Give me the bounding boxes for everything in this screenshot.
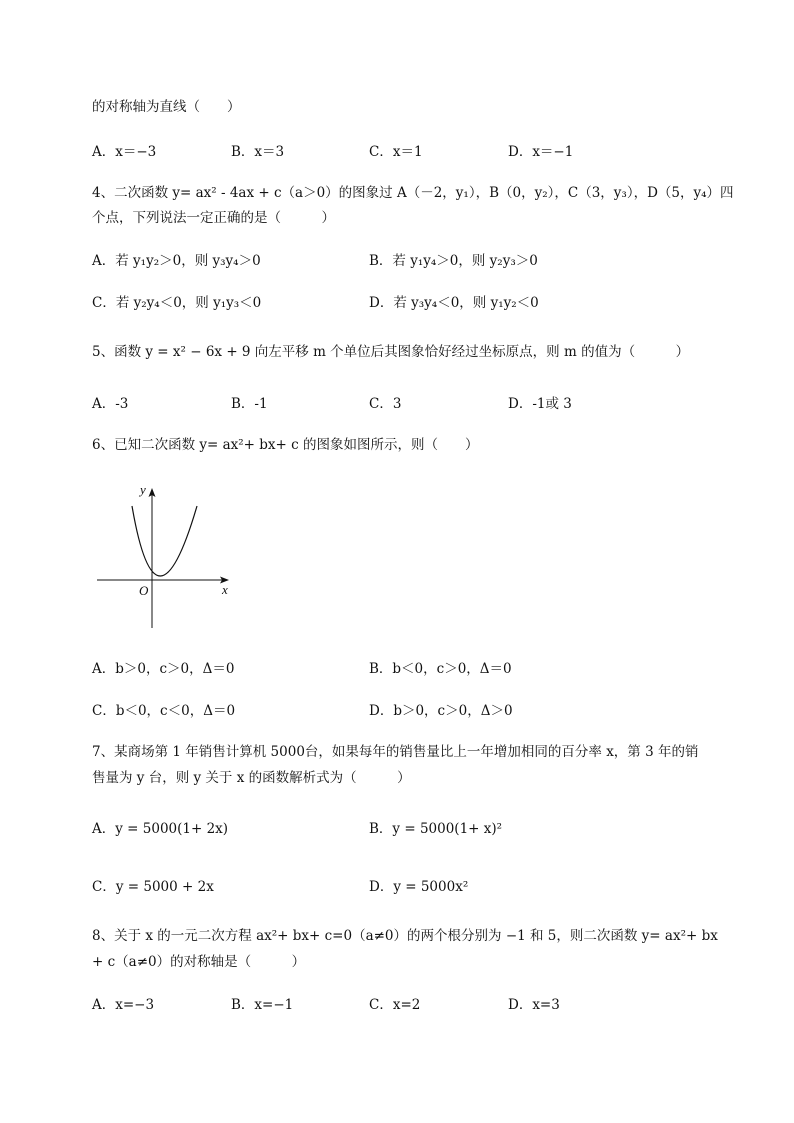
q3-option-d: D．x＝−1 xyxy=(508,144,574,160)
q5-option-d: D．-1或 3 xyxy=(508,396,572,412)
q7-stem-line1: 7、某商场第 1 年销售计算机 5000台，如果每年的销售量比上一年增加相同的百分率 x，第 3 年的销 xyxy=(92,744,699,760)
q7-option-a: A．y = 5000(1+ 2x) xyxy=(92,821,229,837)
q4-option-d: D．若 y₃y₄＜0，则 y₁y₂＜0 xyxy=(369,295,539,311)
q7-option-d: D．y = 5000x² xyxy=(369,879,469,895)
q8-option-c: C．x=2 xyxy=(369,997,421,1013)
q7-option-b: B．y = 5000(1+ x)² xyxy=(369,821,503,837)
q5-option-b: B．-1 xyxy=(231,396,268,412)
q3-option-b: B．x＝3 xyxy=(231,144,285,160)
q8-stem-line2: + c（a≠0）的对称轴是（ ） xyxy=(92,954,306,970)
q4-option-b: B．若 y₁y₄＞0，则 y₂y₃＞0 xyxy=(369,253,538,269)
q3-stem: 的对称轴为直线（ ） xyxy=(92,99,241,115)
q8-stem-line1: 8、关于 x 的一元二次方程 ax²+ bx+ c=0（a≠0）的两个根分别为 −1 和 5，则二次函数 y= ax²+ bx xyxy=(92,928,718,944)
q6-option-c: C．b＜0，c＜0，Δ＝0 xyxy=(92,703,236,719)
q4-stem-line1: 4、二次函数 y= ax² - 4ax + c（a＞0）的图象过 A（－2，y₁），B（0，y₂），C（3，y₃），D（5，y₄）四 xyxy=(92,185,734,201)
q4-option-a: A．若 y₁y₂＞0，则 y₃y₄＞0 xyxy=(92,253,261,269)
q5-option-a: A．-3 xyxy=(92,396,129,412)
q6-option-a: A．b＞0，c＞0，Δ＝0 xyxy=(92,661,235,677)
y-axis-label: y xyxy=(140,482,146,497)
q6-option-d: D．b＞0，c＞0，Δ＞0 xyxy=(369,703,513,719)
q3-option-c: C．x＝1 xyxy=(369,144,423,160)
q4-option-c: C．若 y₂y₄＜0，则 y₁y₃＜0 xyxy=(92,295,262,311)
parabola-graph xyxy=(92,478,242,633)
origin-label: O xyxy=(139,583,149,598)
q4-stem-line2: 个点，下列说法一定正确的是（ ） xyxy=(92,210,335,226)
parabola-curve xyxy=(132,506,197,576)
q7-option-c: C．y = 5000 + 2x xyxy=(92,879,214,895)
q8-option-b: B．x=−1 xyxy=(231,997,294,1013)
q5-option-c: C．3 xyxy=(369,396,402,412)
q8-option-d: D．x=3 xyxy=(508,997,560,1013)
q8-option-a: A．x=−3 xyxy=(92,997,155,1013)
q7-stem-line2: 售量为 y 台，则 y 关于 x 的函数解析式为（ ） xyxy=(92,770,411,786)
q6-stem: 6、已知二次函数 y= ax²+ bx+ c 的图象如图所示，则（ ） xyxy=(92,437,479,453)
q5-stem: 5、函数 y = x² − 6x + 9 向左平移 m 个单位后其图象恰好经过坐标原点，则 m 的值为（ ） xyxy=(92,344,690,360)
q6-option-b: B．b＜0，c＞0，Δ＝0 xyxy=(369,661,512,677)
q3-option-a: A．x＝−3 xyxy=(92,144,157,160)
x-axis-label: x xyxy=(222,582,228,597)
